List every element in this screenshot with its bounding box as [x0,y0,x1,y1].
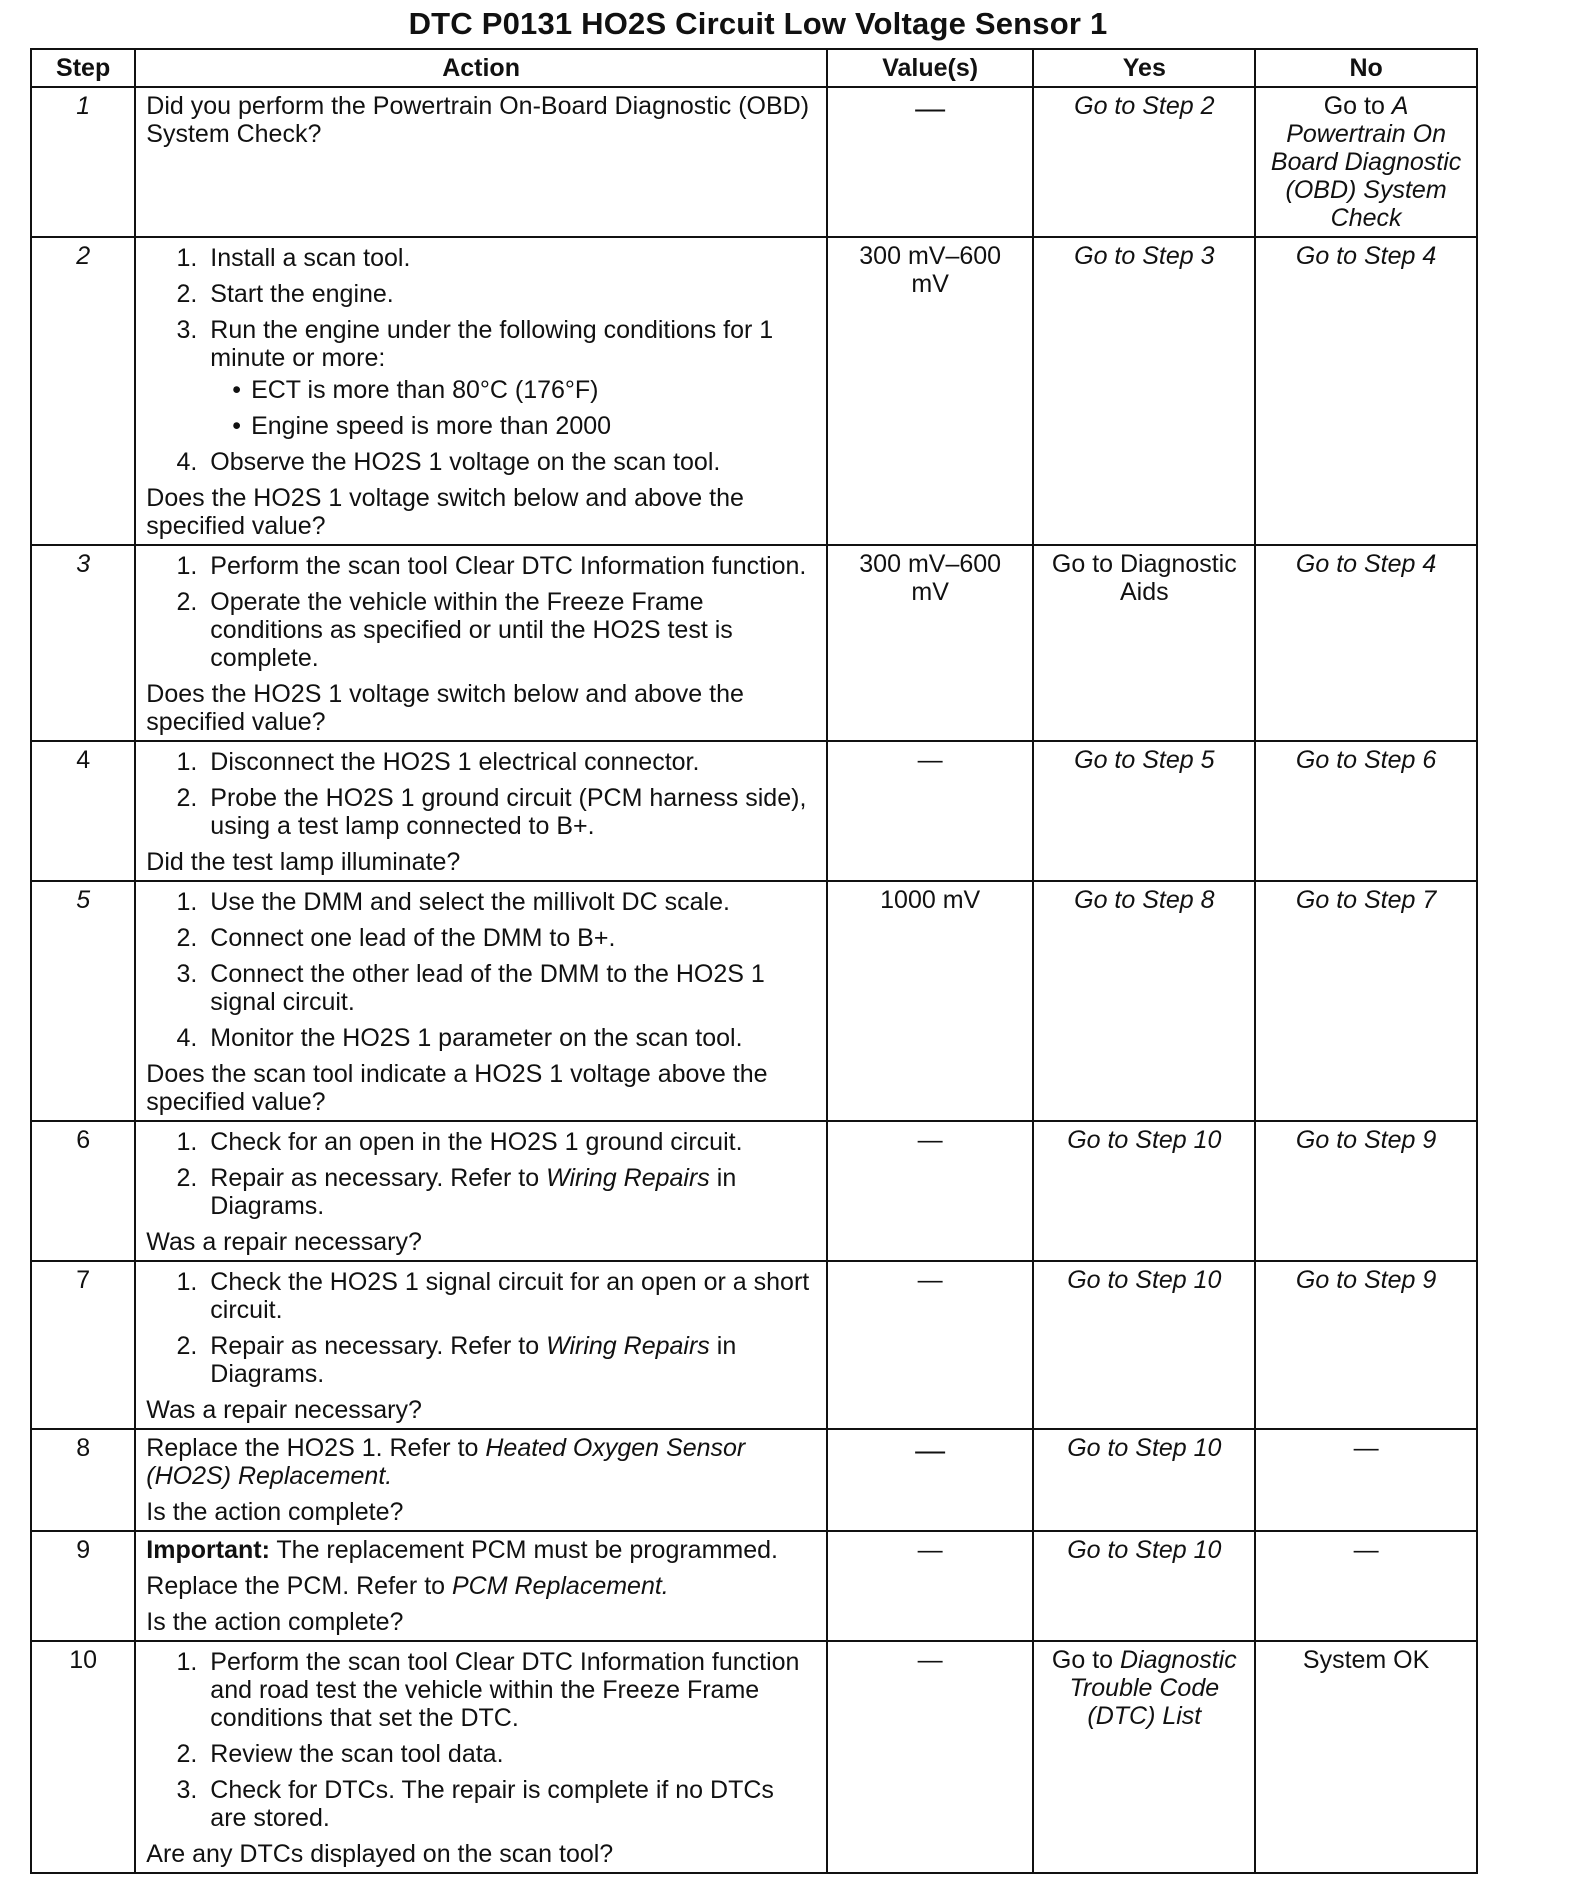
yes-cell: Go to Step 3 [1033,237,1255,545]
action-item-text: in Diagrams. [210,1332,737,1388]
no-cell: Go to Step 6 [1255,741,1477,881]
no-cell: Go to Step 9 [1255,1261,1477,1429]
action-item [204,316,816,440]
action-list [146,1128,816,1220]
action-item: 1. Perform the scan tool Clear DTC Information function and road test the vehicle within the Freeze Frame conditions that set the DTC. [204,1648,816,1732]
action-item: 1. Install a scan tool. [204,244,816,272]
action-item: 1. Check the HO2S 1 signal circuit for an open or a short circuit. [204,1268,816,1324]
header-row [31,49,1477,87]
no-link-text: A Powertrain On Board Diagnostic (OBD) System Check [1270,92,1462,232]
value-cell: 300 mV–600 mV [827,237,1034,545]
no-cell: System OK [1255,1641,1477,1873]
action-cell [135,1429,827,1531]
yes-cell: Go to Step 10 [1033,1261,1255,1429]
no-cell: Go to Step 4 [1255,237,1477,545]
action-question: Is the action complete? [146,1498,404,1526]
action-cell [135,545,827,741]
action-cell [135,1531,827,1641]
table-row [31,1641,1477,1873]
document-title: DTC P0131 HO2S Circuit Low Voltage Sensor 1 [408,6,1108,41]
action-item: 2. Operate the vehicle within the Freeze Frame conditions as specified or until the HO2S test is complete. [204,588,816,672]
header-no: No [1255,49,1477,87]
reference-link: Wiring Repairs [546,1332,710,1360]
yes-cell: Go to Step 10 [1033,1531,1255,1641]
action-question: Does the HO2S 1 voltage switch below and above the specified value? [146,680,744,736]
no-cell: Go to Step 7 [1255,881,1477,1121]
reference-link: Wiring Repairs [546,1164,710,1192]
condition-list [210,376,816,440]
condition-item: • ECT is more than 80°C (176°F) [244,376,816,404]
action-question: Was a repair necessary? [146,1228,422,1256]
step-number: 8 [31,1429,135,1531]
yes-text: Go to [1051,1646,1120,1674]
action-list [146,244,816,476]
no-cell: — [1255,1531,1477,1641]
yes-cell: Go to Step 8 [1033,881,1255,1121]
table-row [31,1261,1477,1429]
action-item-text: Repair as necessary. Refer to [210,1164,547,1192]
value-cell: 1000 mV [827,881,1034,1121]
action-question: Are any DTCs displayed on the scan tool? [146,1840,614,1868]
important-text: The replacement PCM must be programmed. [269,1536,778,1564]
value-text: — [915,92,946,125]
value-cell [827,741,1034,881]
table-row [31,87,1477,237]
action-cell [135,881,827,1121]
important-note [146,1536,816,1564]
action-text [146,1572,816,1600]
action-item: 3. Connect the other lead of the DMM to the HO2S 1 signal circuit. [204,960,816,1016]
value-text: — [915,1434,946,1467]
value-text: — [917,746,943,774]
action-item: 2. Connect one lead of the DMM to B+. [204,924,816,952]
value-cell: — [827,1121,1034,1261]
header-step: Step [31,49,135,87]
action-item: 2. Start the engine. [204,280,816,308]
table-row [31,741,1477,881]
action-item: 2. Probe the HO2S 1 ground circuit (PCM harness side), using a test lamp connected to B+. [204,784,816,840]
action-item-text: Run the engine under the following conditions for 1 minute or more: [210,316,774,372]
action-list [146,888,816,1052]
action-item: 4. Monitor the HO2S 1 parameter on the scan tool. [204,1024,816,1052]
yes-link-text: Diagnostic Trouble Code (DTC) List [1069,1646,1237,1730]
value-cell: — [827,1641,1034,1873]
step-number: 3 [31,545,135,741]
action-question: Does the HO2S 1 voltage switch below and above the specified value? [146,484,744,540]
action-item: 4. Observe the HO2S 1 voltage on the scan tool. [204,448,816,476]
diagnostic-table [30,48,1478,1874]
no-cell [1255,87,1477,237]
table-row [31,1121,1477,1261]
action-item: 1. Perform the scan tool Clear DTC Information function. [204,552,816,580]
header-action: Action [135,49,827,87]
action-item: 3. Check for DTCs. The repair is complete if no DTCs are stored. [204,1776,816,1832]
yes-cell: Go to Step 10 [1033,1429,1255,1531]
action-question: Does the scan tool indicate a HO2S 1 voltage above the specified value? [146,1060,768,1116]
action-question: Did the test lamp illuminate? [146,848,461,876]
action-cell [135,1121,827,1261]
no-cell: — [1255,1429,1477,1531]
header-values: Value(s) [827,49,1034,87]
action-text: Did you perform the Powertrain On-Board Diagnostic (OBD) System Check? [146,92,810,148]
value-cell [827,87,1034,237]
action-item: 1. Check for an open in the HO2S 1 ground circuit. [204,1128,816,1156]
reference-link: Heated Oxygen Sensor (HO2S) Replacement. [146,1434,746,1490]
table-row [31,1429,1477,1531]
yes-cell: Go to Diagnostic Aids [1033,545,1255,741]
table-row [31,881,1477,1121]
condition-item: • Engine speed is more than 2000 [244,412,816,440]
no-cell: Go to Step 4 [1255,545,1477,741]
action-cell [135,1261,827,1429]
step-number: 7 [31,1261,135,1429]
step-number: 4 [31,741,135,881]
action-cell [135,1641,827,1873]
reference-link: PCM Replacement. [452,1572,669,1600]
step-number: 2 [31,237,135,545]
action-list [146,1268,816,1388]
action-item-text: in Diagrams. [210,1164,737,1220]
action-item-text: Replace the PCM. Refer to [146,1572,452,1600]
value-cell: — [827,1531,1034,1641]
step-number: 5 [31,881,135,1121]
action-cell [135,237,827,545]
no-text: Go to [1323,92,1392,120]
yes-cell [1033,1641,1255,1873]
yes-cell: Go to Step 10 [1033,1121,1255,1261]
step-number: 10 [31,1641,135,1873]
value-cell [827,1429,1034,1531]
action-item: 2. Review the scan tool data. [204,1740,816,1768]
action-list [146,748,816,840]
action-question: Was a repair necessary? [146,1396,422,1424]
action-list [146,552,816,672]
action-cell [135,87,827,237]
value-cell: — [827,1261,1034,1429]
table-row [31,1531,1477,1641]
action-cell [135,741,827,881]
action-item-text: Replace the HO2S 1. Refer to [146,1434,486,1462]
action-item [204,1164,816,1220]
action-text [146,1434,816,1490]
yes-cell: Go to Step 5 [1033,741,1255,881]
value-cell: 300 mV–600 mV [827,545,1034,741]
step-number: 6 [31,1121,135,1261]
step-number: 9 [31,1531,135,1641]
action-item [204,1332,816,1388]
table-row [31,545,1477,741]
step-number: 1 [31,87,135,237]
action-list [146,1648,816,1832]
table-row [31,237,1477,545]
action-item: 1. Disconnect the HO2S 1 electrical connector. [204,748,816,776]
action-question: Is the action complete? [146,1608,404,1636]
header-yes: Yes [1033,49,1255,87]
action-item-text: Repair as necessary. Refer to [210,1332,547,1360]
important-label: Important: [146,1536,270,1564]
action-item: 1. Use the DMM and select the millivolt DC scale. [204,888,816,916]
yes-cell: Go to Step 2 [1033,87,1255,237]
no-cell: Go to Step 9 [1255,1121,1477,1261]
